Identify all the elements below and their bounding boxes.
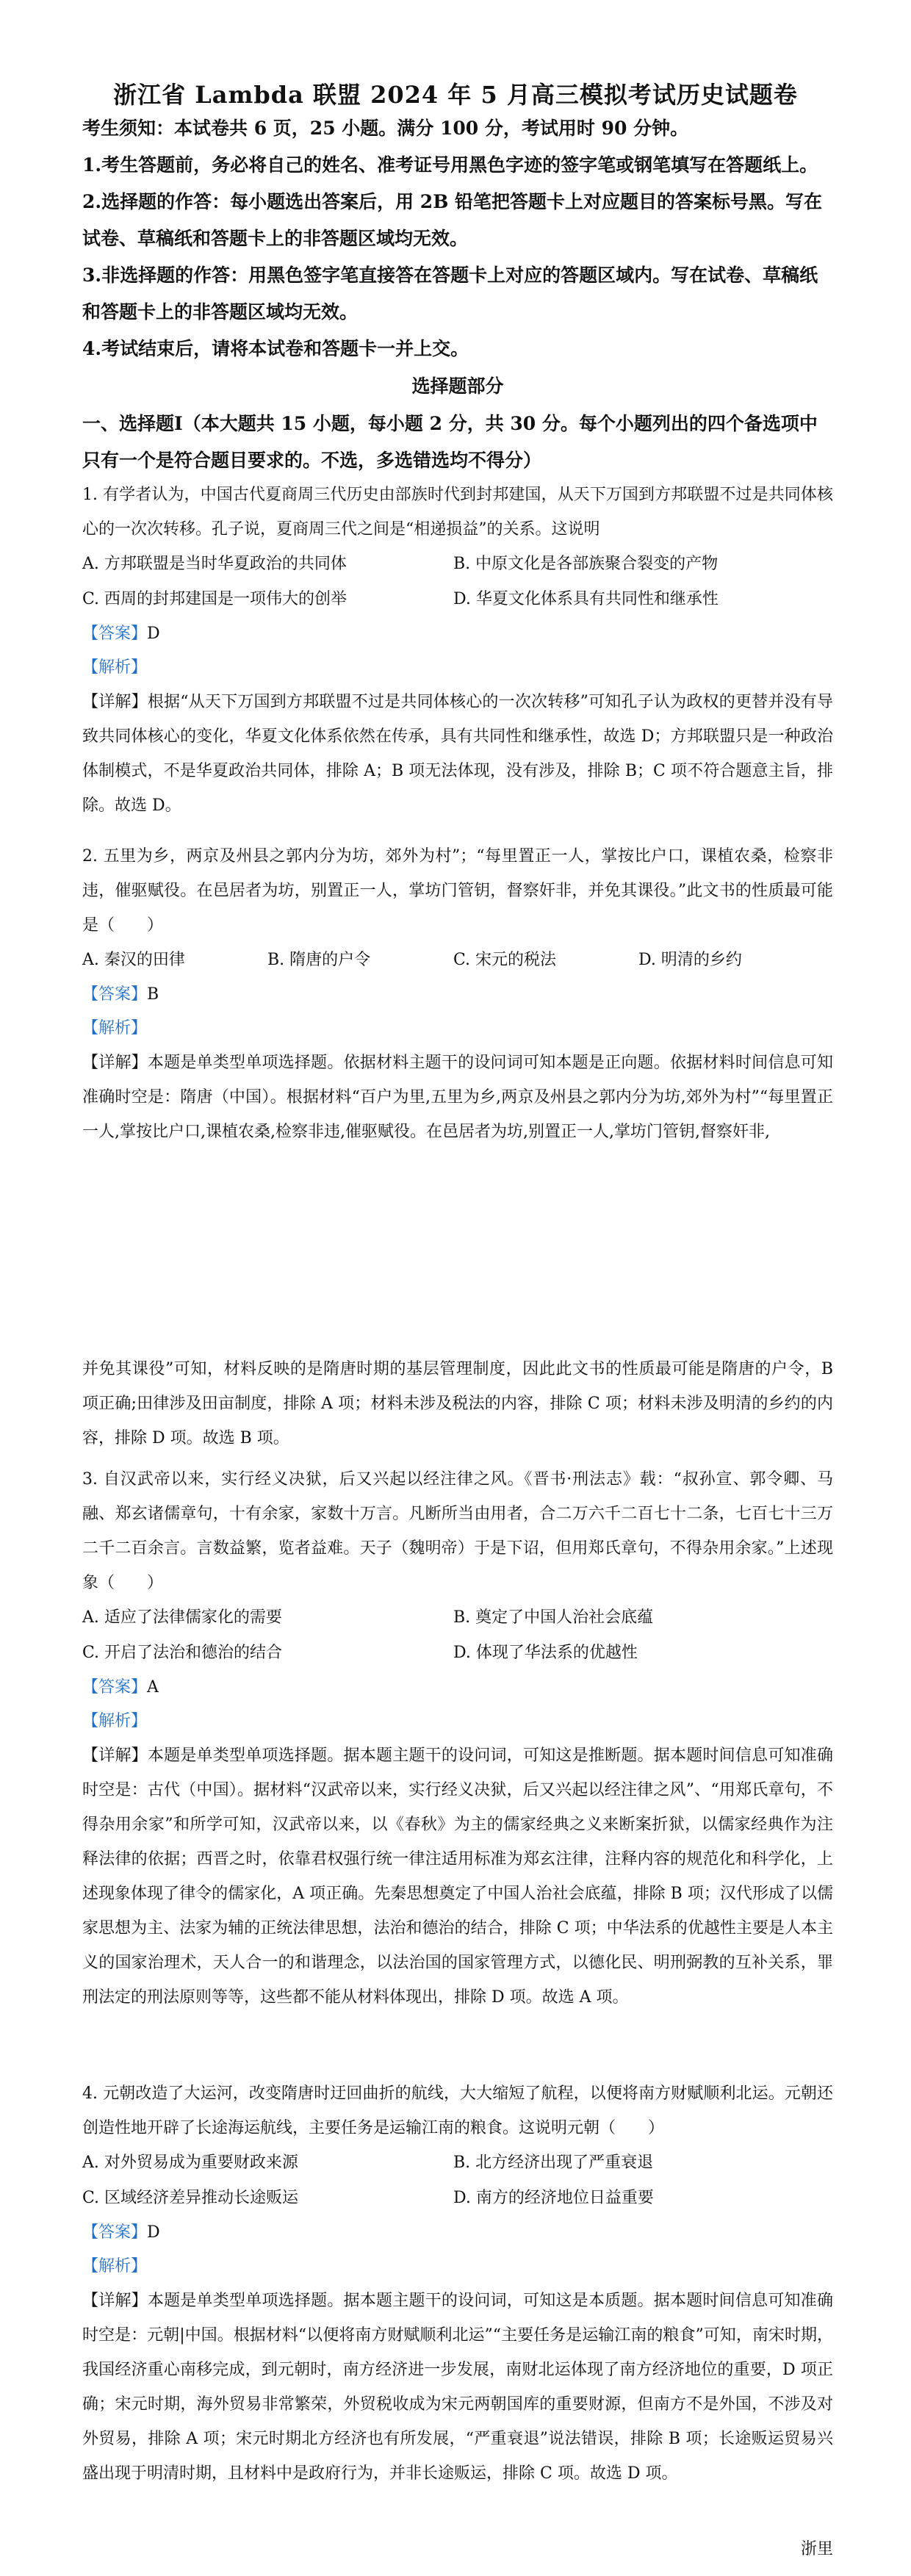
option-c: C. 西周的封邦建国是一项伟大的创举 <box>82 590 348 608</box>
question-stem: 4. 元朝改造了大运河，改变隋唐时迂回曲折的航线，大大缩短了航程，以便将南方财赋顺利北运。元朝还创造性地开辟了长途海运航线，主要任务是运输江南的粮食。这说明元朝（ ） <box>82 2084 833 2137</box>
question-stem: 2. 五里为乡，两京及州县之郭内分为坊，郊外为村”；“每里置正一人，掌按比户口，课植农桑，检察非违，催驱赋役。在邑居者为坊，别置正一人，掌坊门管钥，督察奸非，并免其课役。”此文书的性质最可能是（ ） <box>82 847 833 935</box>
answer-label: 【答案】 <box>82 1678 148 1697</box>
answer-line <box>82 978 833 1012</box>
notice-line: 2.选择题的作答：每小题选出答案后，用 2B 铅笔把答题卡上对应题目的答案标号黑。写在试卷、草稿纸和答题卡上的非答题区域均无效。 <box>82 191 823 249</box>
option-a: A. 方邦联盟是当时华夏政治的共同体 <box>82 555 347 573</box>
question-stem: 3. 自汉武帝以来，实行经义决狱，后又兴起以经注律之风。《晋书·刑法志》载：“叔孙宣、郭令卿、马融、郑玄诸儒章句，十有余家，家数十万言。凡断所当由用者，合二万六千二百七十二条，七百七十三万二千二百余言。言数益繁，览者益难。天子（魏明帝）于是下诏，但用郑氏章句，不得杂用余家。”上述现象（ ） <box>82 1470 833 1592</box>
options-row <box>82 943 833 978</box>
section-title: 选择题部分 <box>411 375 504 397</box>
answer-value: D <box>147 2223 160 2242</box>
answer-line <box>82 617 833 651</box>
footer-text: 浙里 <box>800 2540 833 2558</box>
analysis-label: 【解析】 <box>82 2257 148 2275</box>
answer-label: 【答案】 <box>82 625 148 643</box>
option-a: A. 秦汉的田律 <box>82 951 185 969</box>
options-row <box>82 582 833 617</box>
analysis-label: 【解析】 <box>82 1019 148 1037</box>
answer-label: 【答案】 <box>82 985 148 1004</box>
option-b: B. 中原文化是各部族聚合裂变的产物 <box>453 555 719 573</box>
question-stem: 1. 有学者认为，中国古代夏商周三代历史由部族时代到封邦建国，从天下万国到方邦联盟不过是共同体核心的一次次转移。孔子说，夏商周三代之间是“相递损益”的关系。这说明 <box>82 486 833 539</box>
question-1 <box>82 478 833 823</box>
analysis-detail-continued: 并免其课役”可知，材料反映的是隋唐时期的基层管理制度，因此此文书的性质最可能是隋唐的户令，B 项正确;田律涉及田亩制度，排除 A 项；材料未涉及税法的内容，排除 C 项；材料未涉及明清的乡约的内容，排除 D 项。故选 B 项。 <box>82 1360 833 1447</box>
question-2 <box>82 839 833 1149</box>
option-b: B. 北方经济出现了严重衰退 <box>453 2154 654 2172</box>
option-c: C. 开启了法治和德治的结合 <box>82 1644 283 1662</box>
option-b: B. 奠定了中国人治社会底蕴 <box>453 1608 654 1627</box>
option-d: D. 体现了华法系的优越性 <box>453 1644 638 1662</box>
option-d: D. 明清的乡约 <box>638 951 742 969</box>
analysis-detail: 【详解】本题是单类型单项选择题。据本题主题干的设问词，可知这是推断题。据本题时间信息可知准确时空是：古代（中国）。据材料“汉武帝以来，实行经义决狱，后又兴起以经注律之风”、“用郑氏章句，不得杂用余家”和所学可知，汉武帝以来，以《春秋》为主的儒家经典之义来断案折狱，以儒家经典作为注释法律的依据；西晋之时，依靠君权强行统一律注适用标准为郑玄注律，注释内容的规范化和科学化，上述现象体现了律令的儒家化，A 项正确。先秦思想奠定了中国人治社会底蕴，排除 B 项；汉代形成了以儒家思想为主、法家为辅的正统法律思想，法治和德治的结合，排除 C 项；中华法系的优越性主要是人本主义的国家治理术，天人合一的和谐理念，以法治国的国家管理方式，以德化民、明刑弼教的互补关系，罪刑法定的刑法原则等等，这些都不能从材料体现出，排除 D 项。故选 A 项。 <box>82 1746 833 2007</box>
analysis-detail: 【详解】本题是单类型单项选择题。据本题主题干的设问词，可知这是本质题。据本题时间信息可知准确时空是：元朝|中国。根据材料“以便将南方财赋顺利北运”“主要任务是运输江南的粮食”可知，南宋时期，我国经济重心南移完成，到元朝时，南方经济进一步发展，南财北运体现了南方经济地位的重要，D 项正确；宋元时期，海外贸易非常繁荣，外贸税收成为宋元两朝国库的重要财源，但南方不是外国，不涉及对外贸易，排除 A 项；宋元时期北方经济也有所发展，“严重衰退”说法错误，排除 B 项；长途贩运贸易兴盛出现于明清时期，且材料中是政府行为，并非长途贩运，排除 C 项。故选 D 项。 <box>82 2292 833 2483</box>
notice-line: 4.考试结束后，请将本试卷和答题卡一并上交。 <box>82 338 469 359</box>
option-a: A. 对外贸易成为重要财政来源 <box>82 2154 298 2172</box>
option-d: D. 华夏文化体系具有共同性和继承性 <box>453 590 719 608</box>
answer-value: D <box>147 625 160 643</box>
option-d: D. 南方的经济地位日益重要 <box>453 2189 654 2207</box>
notice-block <box>82 110 833 367</box>
options-row <box>82 1636 833 1671</box>
notice-line: 1.考生答题前，务必将自己的姓名、准考证号用黑色字迹的签字笔或钢笔填写在答题纸上。 <box>82 154 818 176</box>
analysis-detail: 【详解】根据“从天下万国到方邦联盟不过是共同体核心的一次次转移”可知孔子认为政权的更替并没有导致共同体核心的变化，华夏文化体系依然在传承，具有共同性和继承性，故选 D；方邦联盟只是一种政治体制模式，不是华夏政治共同体，排除 A；B 项无法体现，没有涉及，排除 B；C 项不符合题意主旨，排除。故选 D。 <box>82 693 833 815</box>
options-row <box>82 2181 833 2216</box>
options-row <box>82 547 833 582</box>
analysis-label: 【解析】 <box>82 1712 148 1730</box>
answer-value: B <box>147 985 159 1004</box>
page-title: 浙江省 Lambda 联盟 2024 年 5 月高三模拟考试历史试题卷 <box>113 81 798 109</box>
option-c: C. 宋元的税法 <box>453 951 557 969</box>
answer-value: A <box>147 1678 159 1697</box>
option-b: B. 隋唐的户令 <box>267 951 371 969</box>
answer-line <box>82 1671 833 1705</box>
question-3 <box>82 1462 833 2015</box>
answer-line <box>82 2216 833 2250</box>
question-4 <box>82 2076 833 2491</box>
option-c: C. 区域经济差异推动长途贩运 <box>82 2189 299 2207</box>
answer-label: 【答案】 <box>82 2223 148 2242</box>
options-row <box>82 2145 833 2181</box>
notice-line: 考生须知：本试卷共 6 页，25 小题。满分 100 分，考试用时 90 分钟。 <box>82 118 689 139</box>
option-a: A. 适应了法律儒家化的需要 <box>82 1608 282 1627</box>
analysis-detail: 【详解】本题是单类型单项选择题。依据材料主题干的设问词可知本题是正向题。依据材料时间信息可知准确时空是：隋唐（中国）。根据材料“百户为里,五里为乡,两京及州县之郭内分为坊,郊外为村”“每里置正一人,掌按比户口,课植农桑,检察非违,催驱赋役。在邑居者为坊,别置正一人,掌坊门管钥,督察奸非, <box>82 1054 833 1141</box>
options-row <box>82 1600 833 1636</box>
part-heading: 一、选择题Ⅰ（本大题共 15 小题，每小题 2 分，共 30 分。每个小题列出的四个备选项中只有一个是符合题目要求的。不选，多选错选均不得分） <box>82 413 818 471</box>
notice-line: 3.非选择题的作答：用黑色签字笔直接答在答题卡上对应的答题区域内。写在试卷、草稿纸和答题卡上的非答题区域均无效。 <box>82 265 818 323</box>
analysis-label: 【解析】 <box>82 658 148 677</box>
